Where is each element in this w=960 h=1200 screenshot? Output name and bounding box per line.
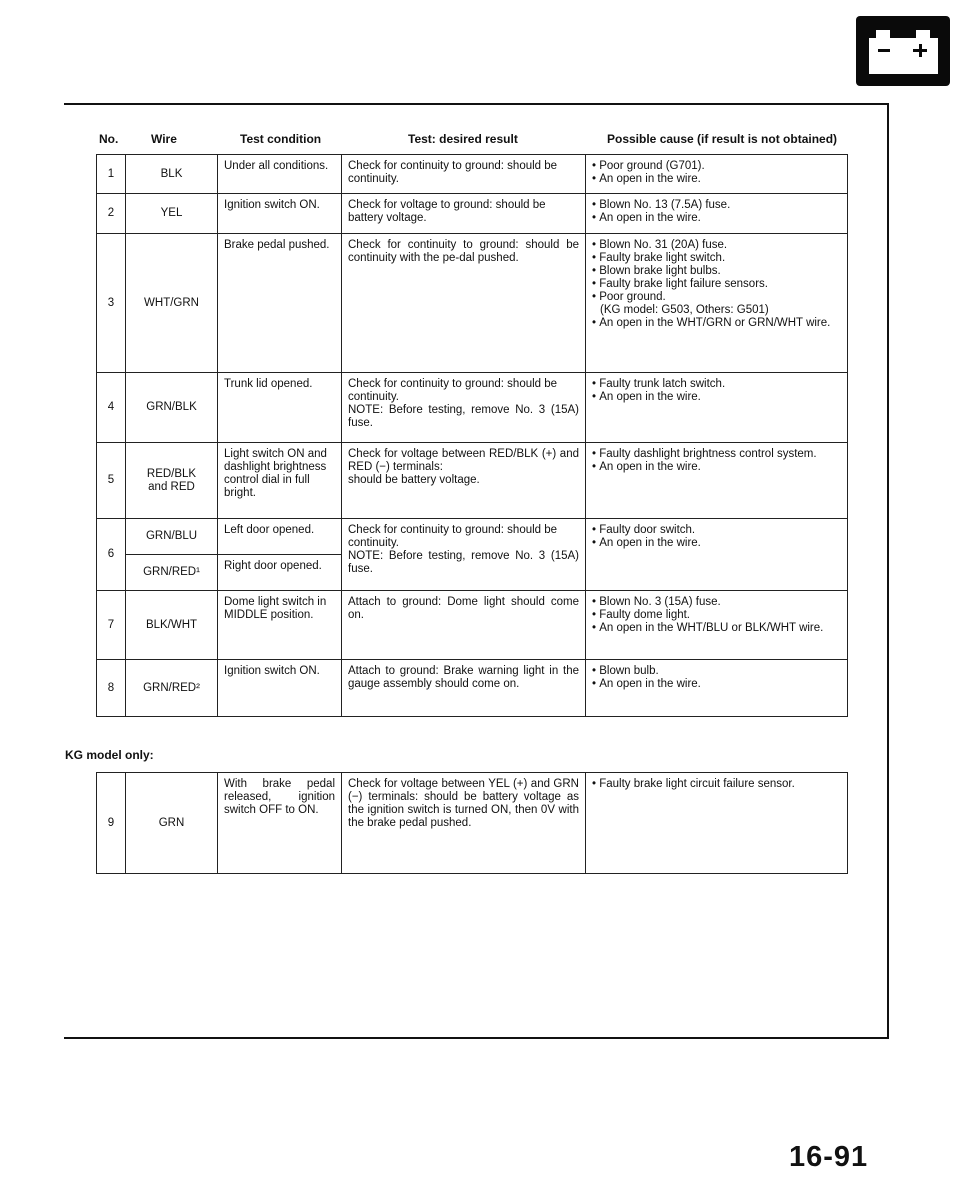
page-number: 16-91 <box>789 1141 869 1173</box>
table-row <box>97 443 848 519</box>
wire-color: GRN/RED¹ <box>126 555 218 591</box>
row-number: 1 <box>97 155 126 194</box>
desired-result: Check for continuity to ground: should be continuity. <box>342 155 586 194</box>
top-rule <box>64 103 889 105</box>
row-number: 9 <box>97 773 126 874</box>
header-possible-cause: Possible cause (if result is not obtained) <box>607 132 838 146</box>
kg-model-note: KG model only: <box>65 748 154 762</box>
desired-result: Check for voltage between RED/BLK (+) and RED (−) terminals: should be battery voltage. <box>342 443 586 519</box>
table-row <box>97 373 848 443</box>
desired-result: Attach to ground: Brake warning light in the gauge assembly should come on. <box>342 660 586 717</box>
header-wire: Wire <box>151 132 177 146</box>
row-number: 7 <box>97 591 126 660</box>
desired-result: Attach to ground: Dome light should come on. <box>342 591 586 660</box>
test-condition: Ignition switch ON. <box>218 660 342 717</box>
test-condition: Brake pedal pushed. <box>218 234 342 373</box>
desired-result: Check for continuity to ground: should be continuity. NOTE: Before testing, remove No. 3 (15A) fuse. <box>342 373 586 443</box>
wire-color: GRN/BLK <box>126 373 218 443</box>
wire-color: BLK/WHT <box>126 591 218 660</box>
wire-color: GRN/BLU <box>126 519 218 555</box>
table-row <box>97 234 848 373</box>
possible-cause: • Blown No. 13 (7.5A) fuse. • An open in the wire. <box>586 194 848 234</box>
test-condition: Ignition switch ON. <box>218 194 342 234</box>
possible-cause: • Blown bulb. • An open in the wire. <box>586 660 848 717</box>
desired-result: Check for continuity to ground: should be continuity. NOTE: Before testing, remove No. 3 (15A) fuse. <box>342 519 586 591</box>
header-no: No. <box>99 132 119 146</box>
wire-test-table <box>96 154 848 717</box>
test-condition: Under all conditions. <box>218 155 342 194</box>
bottom-rule <box>64 1037 889 1039</box>
possible-cause: • Faulty brake light circuit failure sensor. <box>586 773 848 874</box>
row-number: 6 <box>97 519 126 591</box>
battery-icon <box>856 16 950 86</box>
header-test-condition: Test condition <box>240 132 322 146</box>
desired-result: Check for continuity to ground: should be continuity with the pe-dal pushed. <box>342 234 586 373</box>
possible-cause: • Faulty dashlight brightness control system. • An open in the wire. <box>586 443 848 519</box>
table-row <box>97 155 848 194</box>
header-desired-result: Test: desired result <box>408 132 518 146</box>
table-row <box>97 519 848 555</box>
row-number: 2 <box>97 194 126 234</box>
kg-wire-test-table <box>96 772 848 874</box>
test-condition: Dome light switch in MIDDLE position. <box>218 591 342 660</box>
test-condition: Trunk lid opened. <box>218 373 342 443</box>
wire-color: GRN/RED² <box>126 660 218 717</box>
wire-color: RED/BLK and RED <box>126 443 218 519</box>
wire-color: GRN <box>126 773 218 874</box>
row-number: 3 <box>97 234 126 373</box>
desired-result: Check for voltage between YEL (+) and GRN (−) terminals: should be battery voltage as the ignition switch is turned ON, then 0V with the brake pedal pushed. <box>342 773 586 874</box>
row-number: 5 <box>97 443 126 519</box>
right-rule <box>887 103 889 1039</box>
wire-color: WHT/GRN <box>126 234 218 373</box>
possible-cause: • Faulty door switch. • An open in the wire. <box>586 519 848 591</box>
row-number: 8 <box>97 660 126 717</box>
test-condition: Left door opened. <box>218 519 342 555</box>
wire-color: BLK <box>126 155 218 194</box>
table-row <box>97 660 848 717</box>
minus-sign-icon <box>878 49 890 52</box>
possible-cause: • Blown No. 3 (15A) fuse. • Faulty dome light. • An open in the WHT/BLU or BLK/WHT wire. <box>586 591 848 660</box>
table-row <box>97 194 848 234</box>
wire-color: YEL <box>126 194 218 234</box>
desired-result: Check for voltage to ground: should be battery voltage. <box>342 194 586 234</box>
possible-cause: • Blown No. 31 (20A) fuse. • Faulty brake light switch. • Blown brake light bulbs. • Faulty brake light failure sensors. • Poor ground. (KG model: G503, Others: G501) • An open in the WHT/GRN or GRN/WHT wire. <box>586 234 848 373</box>
test-condition: With brake pedal released, ignition switch OFF to ON. <box>218 773 342 874</box>
row-number: 4 <box>97 373 126 443</box>
table-row <box>97 591 848 660</box>
possible-cause: • Poor ground (G701). • An open in the wire. <box>586 155 848 194</box>
possible-cause: • Faulty trunk latch switch. • An open in the wire. <box>586 373 848 443</box>
test-condition: Right door opened. <box>218 555 342 591</box>
test-condition: Light switch ON and dashlight brightness control dial in full bright. <box>218 443 342 519</box>
table-row <box>97 773 848 874</box>
